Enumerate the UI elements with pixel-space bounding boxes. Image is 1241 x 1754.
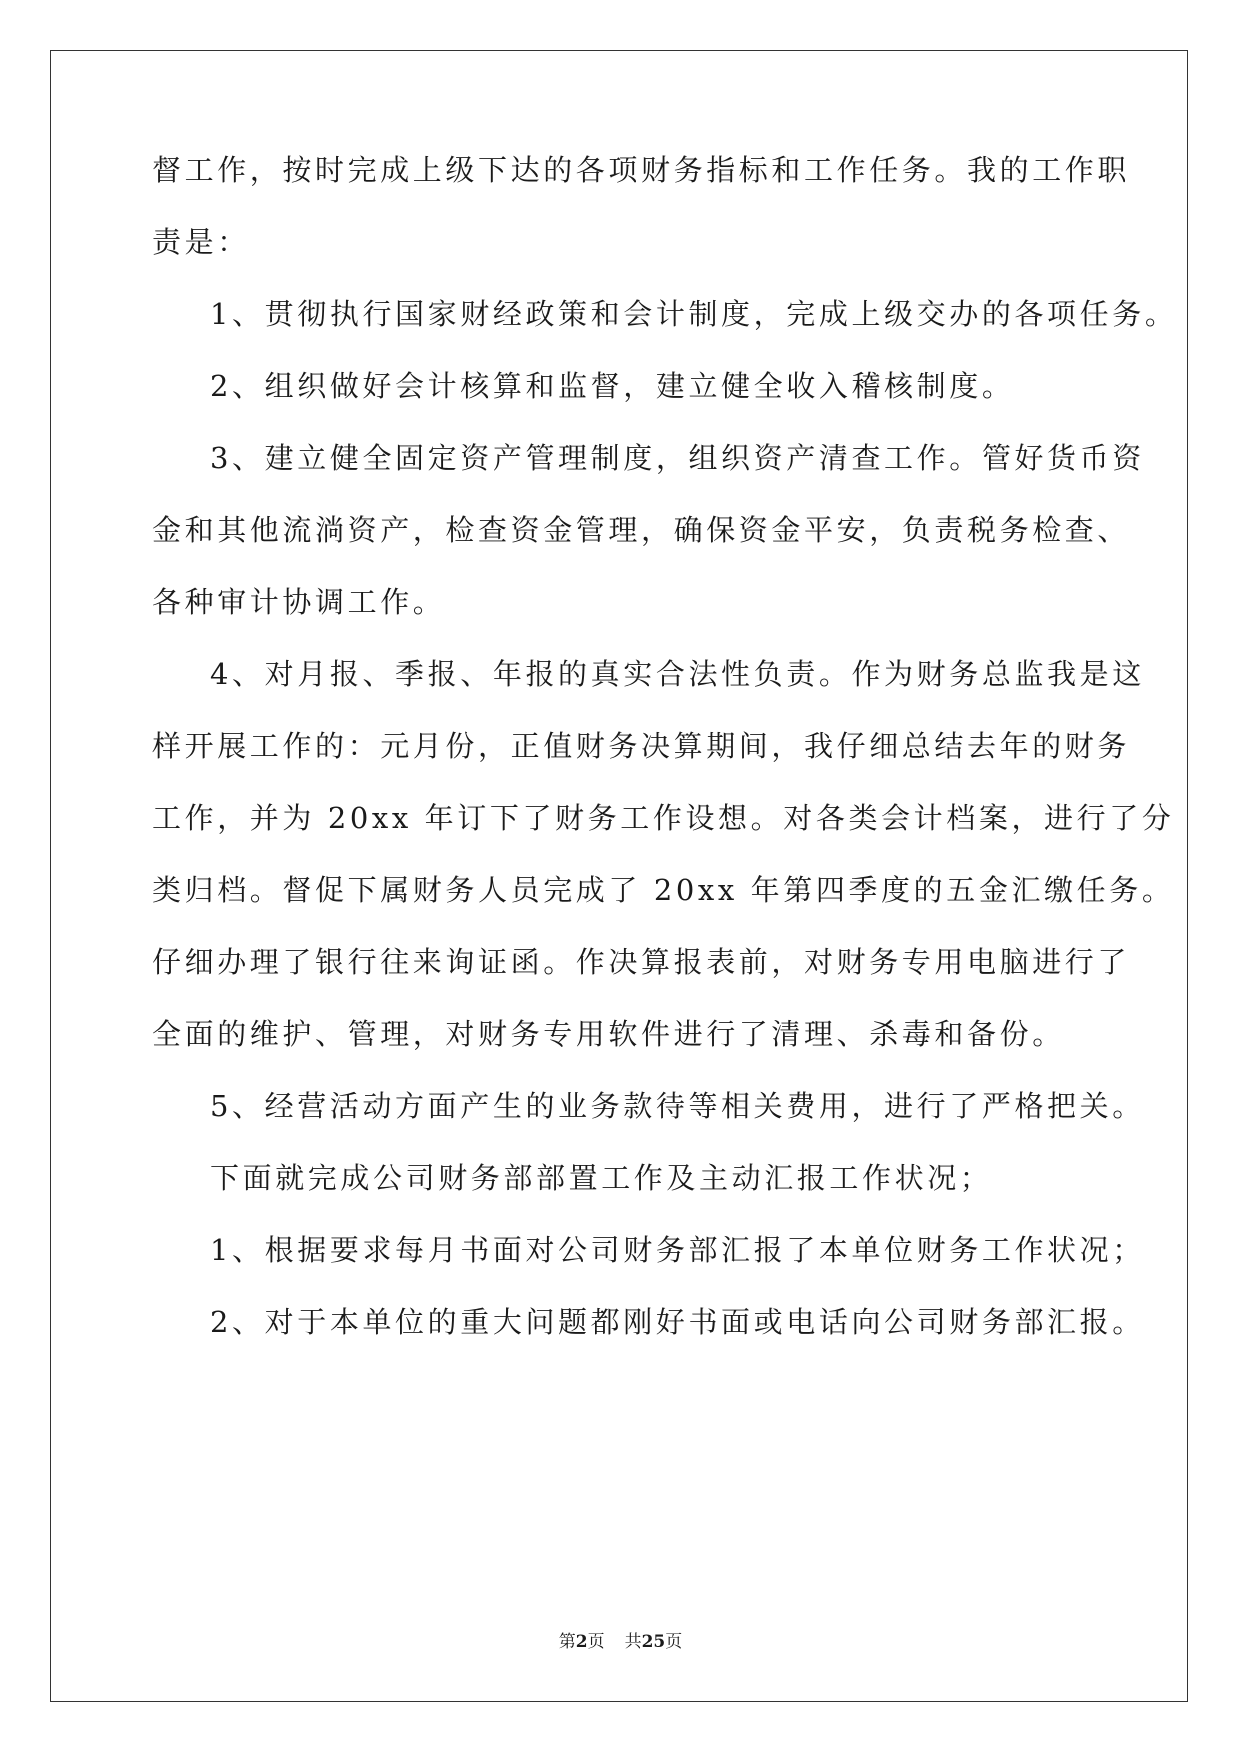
paragraph-line: 督工作，按时完成上级下达的各项财务指标和工作任务。我的工作职: [152, 153, 1131, 187]
paragraph-line: 样开展工作的：元月份，正值财务决算期间，我仔细总结去年的财务: [152, 729, 1131, 763]
page-footer: [0, 1630, 1241, 1654]
footer-total-suffix: 页: [665, 1632, 683, 1652]
footer-page-word: 页: [587, 1632, 605, 1652]
paragraph-line: 各种审计协调工作。: [152, 585, 446, 619]
footer-total-prefix: 共: [624, 1632, 642, 1652]
section-intro: 下面就完成公司财务部部置工作及主动汇报工作状况；: [210, 1161, 993, 1195]
list-item-3: 3、建立健全固定资产管理制度，组织资产清查工作。管好货币资: [210, 441, 1145, 475]
paragraph-line: 仔细办理了银行往来询证函。作决算报表前，对财务专用电脑进行了: [152, 945, 1131, 979]
paragraph-line: 类归档。督促下属财务人员完成了 20xx 年第四季度的五金汇缴任务。: [152, 873, 1175, 907]
paragraph-line: 工作，并为 20xx 年订下了财务工作设想。对各类会计档案，进行了分: [152, 801, 1175, 835]
paragraph-line: 全面的维护、管理，对财务专用软件进行了清理、杀毒和备份。: [152, 1017, 1065, 1051]
list-item-4: 4、对月报、季报、年报的真实合法性负责。作为财务总监我是这: [210, 657, 1145, 691]
report-item-2: 2、对于本单位的重大问题都刚好书面或电话向公司财务部汇报。: [210, 1305, 1145, 1339]
report-item-1: 1、根据要求每月书面对公司财务部汇报了本单位财务工作状况；: [210, 1233, 1145, 1267]
list-item-5: 5、经营活动方面产生的业务款待等相关费用，进行了严格把关。: [210, 1089, 1145, 1123]
total-page-count: 25: [641, 1632, 666, 1652]
footer-prefix: 第: [558, 1632, 576, 1652]
list-item-1: 1、贯彻执行国家财经政策和会计制度，完成上级交办的各项任务。: [210, 297, 1178, 331]
paragraph-line: 责是：: [152, 225, 250, 259]
current-page-number: 2: [575, 1632, 588, 1652]
list-item-2: 2、组织做好会计核算和监督，建立健全收入稽核制度。: [210, 369, 1015, 403]
paragraph-line: 金和其他流淌资产，检查资金管理，确保资金平安，负责税务检查、: [152, 513, 1131, 547]
